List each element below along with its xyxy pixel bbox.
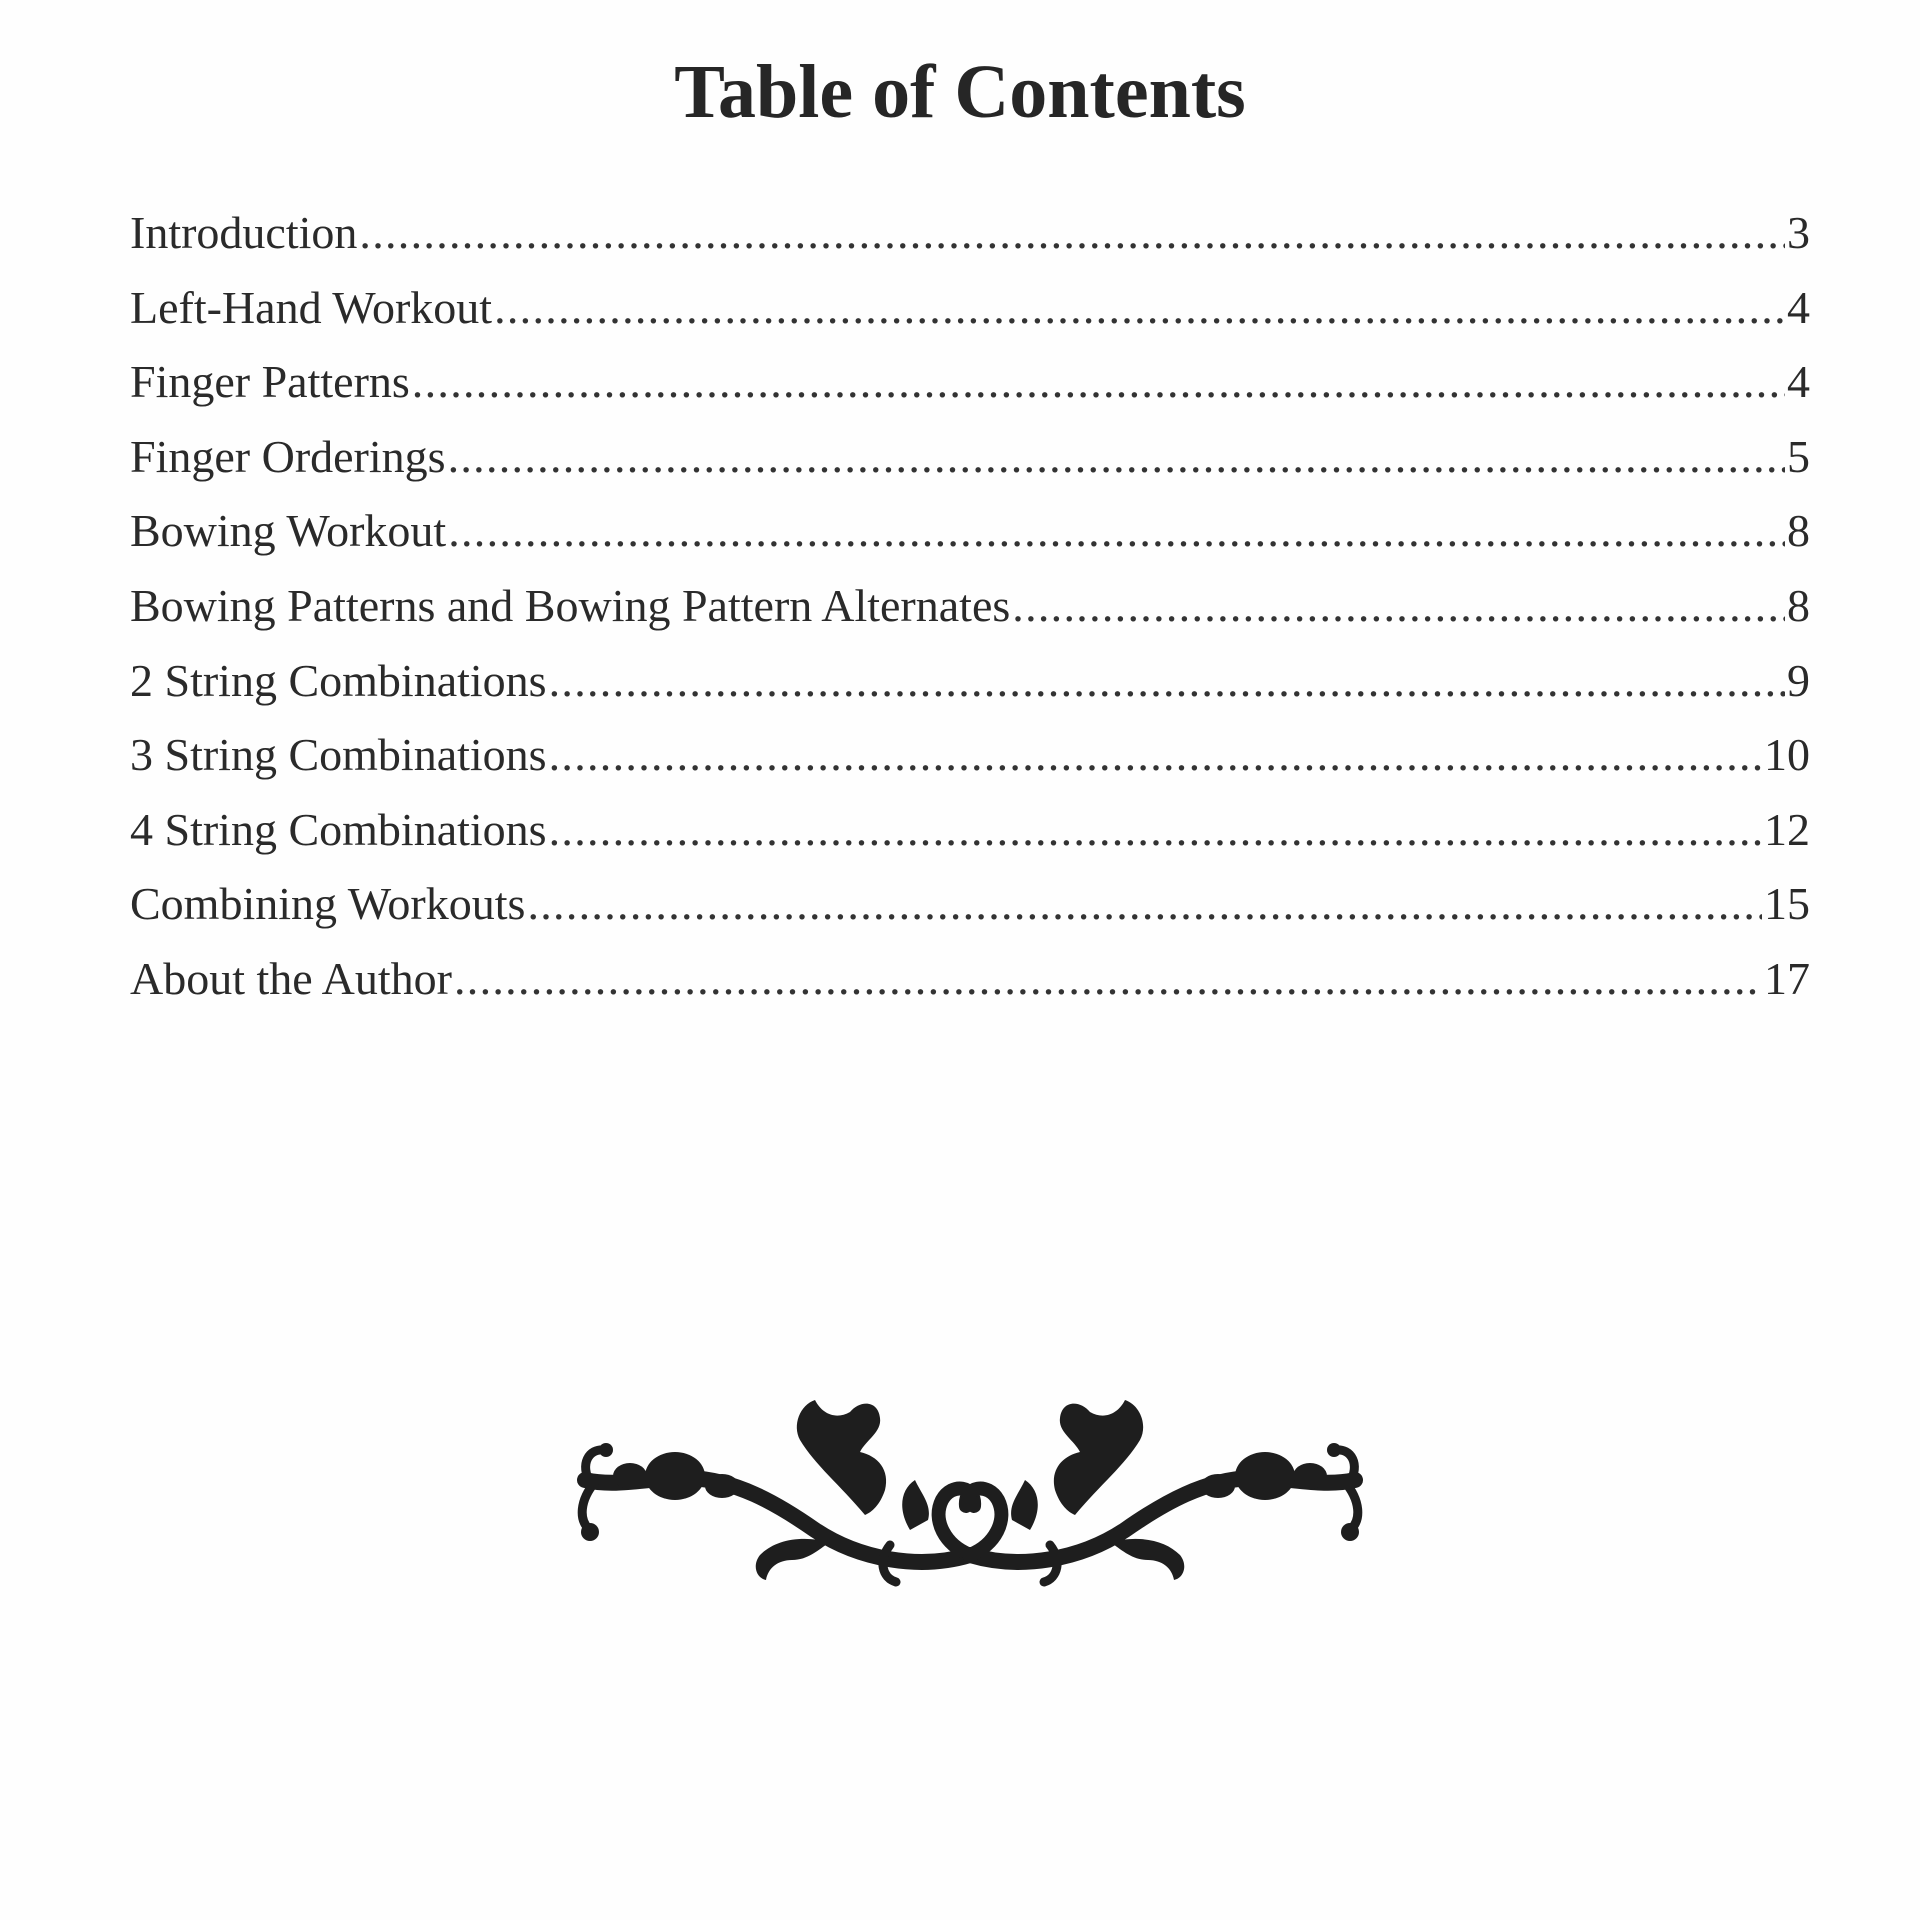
toc-entry-title: Bowing Workout	[130, 505, 447, 557]
dot-leader	[494, 275, 1785, 341]
toc-entry-page: 12	[1764, 803, 1810, 855]
dot-leader	[549, 797, 1762, 863]
dot-leader	[454, 946, 1762, 1012]
toc-entry-title: Finger Patterns	[130, 356, 410, 408]
dot-leader	[527, 871, 1762, 937]
toc-entry-bowing-workout	[130, 498, 1810, 573]
toc-entry-page: 3	[1787, 207, 1810, 258]
dot-leader	[412, 349, 1785, 415]
toc-entry-page: 4	[1787, 356, 1810, 408]
dot-leader	[549, 722, 1762, 788]
page-title: Table of Contents	[674, 50, 1246, 134]
toc-entry-title: 4 String Combinations	[130, 803, 547, 855]
dot-leader	[448, 424, 1785, 490]
toc-entry-finger-orderings	[130, 424, 1810, 499]
floral-flourish-icon	[560, 1370, 1380, 1590]
toc-entry-page: 15	[1764, 878, 1810, 930]
dot-leader	[359, 200, 1785, 266]
toc-entry-page: 4	[1787, 281, 1810, 333]
toc-entry-title: Left-Hand Workout	[130, 281, 493, 333]
toc-entry-bowing-patterns	[130, 573, 1810, 648]
table-of-contents	[130, 200, 1810, 1021]
toc-entry-4-string-combinations	[130, 797, 1810, 872]
toc-entry-title: Introduction	[130, 207, 358, 258]
toc-entry-about-the-author	[130, 946, 1810, 1021]
toc-entry-page: 9	[1787, 654, 1810, 706]
toc-entry-left-hand-workout	[130, 275, 1810, 350]
toc-entry-title: 3 String Combinations	[130, 729, 547, 781]
toc-entry-page: 5	[1787, 430, 1810, 482]
toc-entry-title: Combining Workouts	[130, 878, 526, 930]
toc-entry-introduction	[130, 200, 1810, 275]
toc-entry-page: 8	[1787, 579, 1810, 631]
toc-entry-page: 17	[1764, 952, 1810, 1004]
dot-leader	[1012, 573, 1785, 639]
toc-entry-finger-patterns	[130, 349, 1810, 424]
toc-entry-title: 2 String Combinations	[130, 654, 547, 706]
toc-entry-2-string-combinations	[130, 648, 1810, 723]
dot-leader	[549, 648, 1785, 714]
dot-leader	[448, 498, 1785, 564]
toc-entry-3-string-combinations	[130, 722, 1810, 797]
toc-entry-combining-workouts	[130, 871, 1810, 946]
toc-entry-page: 10	[1764, 729, 1810, 781]
toc-entry-title: Finger Orderings	[130, 430, 446, 482]
toc-entry-title: About the Author	[130, 952, 452, 1004]
toc-entry-title: Bowing Patterns and Bowing Pattern Alternates	[130, 579, 1011, 631]
toc-entry-page: 8	[1787, 505, 1810, 557]
